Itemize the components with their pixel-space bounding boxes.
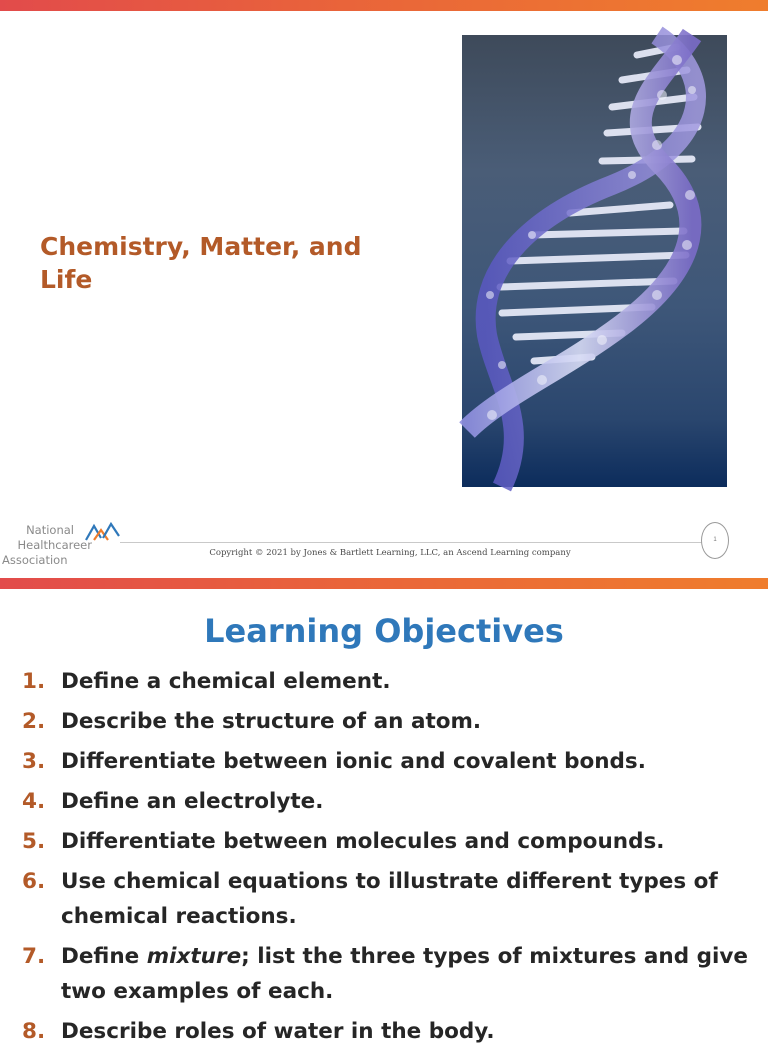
objective-text: Describe the structure of an atom.	[61, 709, 482, 734]
page-number: 1	[701, 522, 729, 559]
objective-number: 1.	[22, 669, 46, 694]
objective-text: Describe roles of water in the body.	[61, 1019, 495, 1044]
learning-objectives-slide	[0, 578, 768, 1044]
objective-number: 6.	[22, 869, 46, 894]
objective-number: 7.	[22, 944, 46, 969]
objective-item	[22, 704, 762, 739]
objective-item	[22, 664, 762, 699]
objective-item	[22, 939, 762, 1009]
objective-number: 4.	[22, 789, 46, 814]
objective-number: 3.	[22, 749, 46, 774]
objective-text: Define an electrolyte.	[61, 789, 324, 814]
objective-text: Differentiate between molecules and compounds.	[61, 829, 665, 854]
accent-bar	[0, 578, 768, 589]
objective-text: Differentiate between ionic and covalent bonds.	[61, 749, 646, 774]
objective-item	[22, 864, 762, 934]
objective-number: 5.	[22, 829, 46, 854]
nha-logo-mark-icon	[84, 522, 122, 544]
objective-text-pre: Define	[61, 944, 147, 969]
logo-line-2: Healthcareer	[17, 538, 92, 552]
logo-line-3: Association	[2, 553, 68, 567]
logo-line-1: National	[26, 523, 74, 537]
objective-text-emphasis: mixture	[146, 944, 242, 969]
objective-text: Define a chemical element.	[61, 669, 391, 694]
objective-number: 8.	[22, 1019, 46, 1044]
footer-divider	[120, 542, 702, 543]
objective-item	[22, 744, 762, 779]
objective-text-post: ; list the three types of mixtures and give two examples of each.	[61, 944, 748, 1004]
copyright-text: Copyright © 2021 by Jones & Bartlett Learning, LLC, an Ascend Learning company	[209, 548, 571, 558]
objective-item	[22, 784, 762, 819]
nha-logo	[2, 522, 132, 578]
dna-helix-image	[462, 35, 727, 487]
objectives-list	[22, 664, 762, 1054]
dna-helix-illustration	[462, 35, 727, 487]
objectives-heading: Learning Objectives	[204, 612, 564, 650]
objective-item	[22, 1014, 762, 1049]
objective-text: Use chemical equations to illustrate different types of chemical reactions.	[61, 869, 718, 929]
slide-title: Chemistry, Matter, and Life	[40, 232, 362, 294]
objective-item	[22, 824, 762, 859]
accent-bar	[0, 0, 768, 11]
objective-number: 2.	[22, 709, 46, 734]
